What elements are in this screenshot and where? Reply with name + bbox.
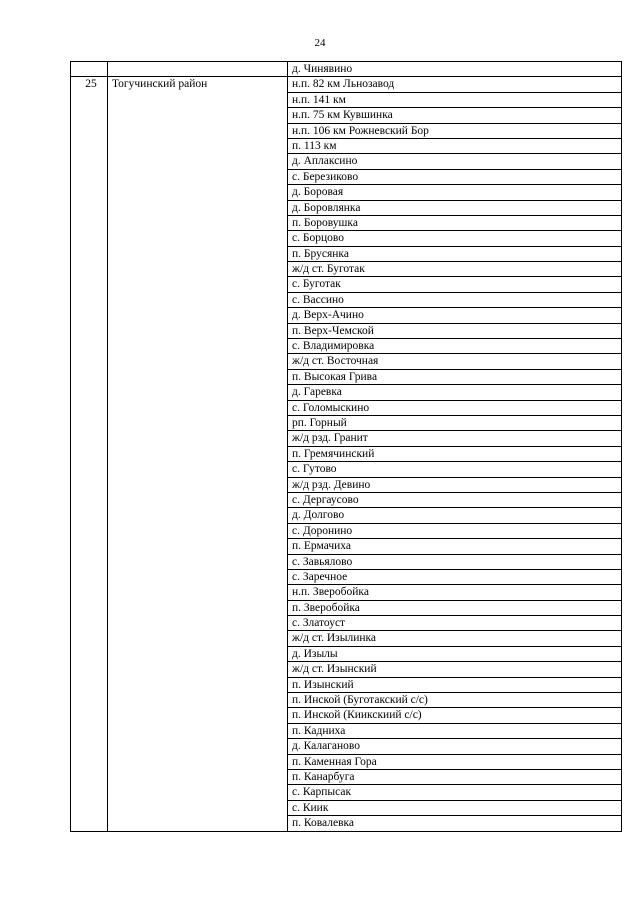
continued-row	[71, 62, 622, 77]
settlement-cell: с. Дергаусово	[288, 492, 622, 507]
settlement-cell: с. Березиково	[288, 169, 622, 184]
settlement-cell: н.п. 82 км Льнозавод	[288, 77, 622, 92]
settlement-cell: ж/д ст. Изылинка	[288, 631, 622, 646]
settlement-cell: н.п. 141 км	[288, 92, 622, 107]
settlement-cell: рп. Горный	[288, 415, 622, 430]
settlement-cell: д. Аплаксино	[288, 154, 622, 169]
settlement-cell: п. Изынский	[288, 677, 622, 692]
settlement-cell: н.п. Зверобойка	[288, 585, 622, 600]
settlement-cell: п. Каменная Гора	[288, 754, 622, 769]
settlement-cell: с. Карпысак	[288, 785, 622, 800]
continued-number-cell	[71, 62, 108, 77]
settlement-cell: с. Завьялово	[288, 554, 622, 569]
settlement-cell: п. Ермачиха	[288, 539, 622, 554]
settlement-cell: д. Верх-Ачино	[288, 308, 622, 323]
settlement-cell: п. Инской (Киикскиий с/с)	[288, 708, 622, 723]
settlement-cell: п. Ковалевка	[288, 816, 622, 831]
settlement-cell: д. Долгово	[288, 508, 622, 523]
settlement-cell: с. Борцово	[288, 231, 622, 246]
settlement-cell: ж/д рзд. Гранит	[288, 431, 622, 446]
settlement-cell: с. Киик	[288, 800, 622, 815]
settlement-cell: ж/д рзд. Девино	[288, 477, 622, 492]
settlement-cell: д. Чинявино	[288, 62, 622, 77]
settlement-cell: н.п. 106 км Рожневский Бор	[288, 123, 622, 138]
settlement-cell: п. Кадниха	[288, 723, 622, 738]
settlement-cell: ж/д ст. Изынский	[288, 662, 622, 677]
page-number: 24	[314, 37, 326, 49]
settlement-cell: д. Изылы	[288, 646, 622, 661]
settlement-cell: с. Доронино	[288, 523, 622, 538]
district-number: 25	[71, 77, 108, 831]
continued-district-cell	[108, 62, 288, 77]
settlement-cell: д. Калаганово	[288, 739, 622, 754]
settlements-table	[70, 61, 622, 832]
settlement-cell: п. Зверобойка	[288, 600, 622, 615]
settlement-cell: п. Гремячинский	[288, 446, 622, 461]
settlement-cell: с. Златоуст	[288, 616, 622, 631]
settlement-cell: ж/д ст. Буготак	[288, 262, 622, 277]
district-name: Тогучинский район	[108, 77, 288, 831]
settlement-cell: д. Боровая	[288, 185, 622, 200]
settlement-cell: д. Гаревка	[288, 385, 622, 400]
settlement-cell: н.п. 75 км Кувшинка	[288, 108, 622, 123]
settlement-cell: п. 113 км	[288, 138, 622, 153]
settlement-cell: с. Буготак	[288, 277, 622, 292]
table-row	[71, 77, 622, 92]
settlement-cell: п. Инской (Буготакский с/с)	[288, 693, 622, 708]
settlement-cell: п. Верх-Чемской	[288, 323, 622, 338]
settlement-cell: ж/д ст. Восточная	[288, 354, 622, 369]
settlement-cell: п. Боровушка	[288, 215, 622, 230]
settlement-cell: с. Владимировка	[288, 339, 622, 354]
settlement-cell: п. Канарбуга	[288, 769, 622, 784]
settlement-cell: д. Боровлянка	[288, 200, 622, 215]
settlement-cell: с. Заречное	[288, 569, 622, 584]
settlement-cell: с. Вассино	[288, 292, 622, 307]
settlement-cell: с. Гутово	[288, 462, 622, 477]
table-body	[71, 62, 622, 832]
settlement-cell: п. Брусянка	[288, 246, 622, 261]
settlement-cell: с. Голомыскино	[288, 400, 622, 415]
settlement-cell: п. Высокая Грива	[288, 369, 622, 384]
